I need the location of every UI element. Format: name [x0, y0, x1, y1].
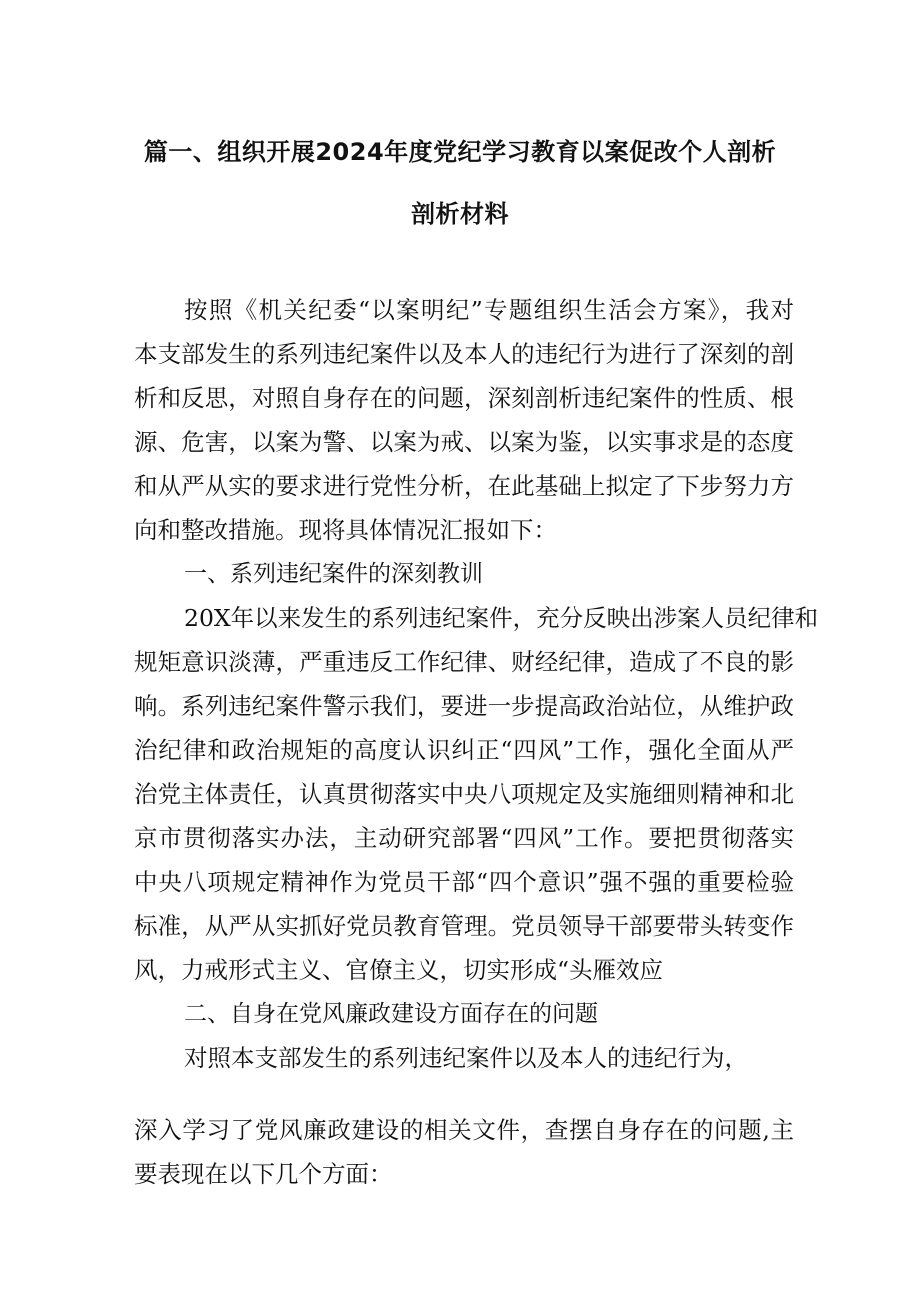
- paragraph-line: 和从严从实的要求进行党性分析，在此基础上拟定了下步努力方: [134, 472, 794, 500]
- paragraph-line: 本支部发生的系列违纪案件以及本人的违纪行为进行了深刻的剖: [134, 340, 794, 368]
- paragraph-line: 标准，从严从实抓好党员教育管理。党员领导干部要带头转变作: [134, 912, 794, 940]
- paragraph-line: 源、危害，以案为警、以案为戒、以案为鉴，以实事求是的态度: [134, 428, 794, 456]
- paragraph-line: 深入学习了党风廉政建设的相关文件，查摆自身存在的问题,主: [134, 1116, 794, 1144]
- paragraph-line: 风，力戒形式主义、官僚主义，切实形成“头雁效应: [134, 956, 664, 984]
- section-heading-1: 一、系列违纪案件的深刻教训: [184, 561, 483, 587]
- section-heading-2: 二、自身在党风廉政建设方面存在的问题: [184, 1001, 598, 1027]
- paragraph-line: 要表现在以下几个方面：: [134, 1160, 393, 1188]
- paragraph-line: 中央八项规定精神作为党员干部“四个意识”强不强的重要检验: [134, 868, 794, 896]
- paragraph-line: 20X年以来发生的系列违纪案件，充分反映出涉案人员纪律和: [184, 604, 819, 632]
- paragraph-line: 京市贯彻落实办法，主动研究部署“四风”工作。要把贯彻落实: [134, 824, 794, 852]
- paragraph-line: 对照本支部发生的系列违纪案件以及本人的违纪行为，: [184, 1044, 748, 1072]
- paragraph-line: 治纪律和政治规矩的高度认识纠正“四风”工作，强化全面从严: [134, 736, 794, 764]
- paragraph-line: 治党主体责任，认真贯彻落实中央八项规定及实施细则精神和北: [134, 780, 794, 808]
- paragraph-line: 析和反思，对照自身存在的问题，深刻剖析违纪案件的性质、根: [134, 384, 794, 412]
- paragraph-line: 向和整改措施。现将具体情况汇报如下：: [134, 516, 557, 544]
- paragraph-line: 按照《机关纪委“以案明纪”专题组织生活会方案》，我对: [184, 296, 794, 324]
- document-title-continued: 剖析材料: [411, 200, 509, 228]
- document-title: 篇一、组织开展2024年度党纪学习教育以案促改个人剖析: [143, 138, 777, 166]
- paragraph-line: 响。系列违纪案件警示我们，要进一步提高政治站位，从维护政: [134, 692, 794, 720]
- paragraph-line: 规矩意识淡薄，严重违反工作纪律、财经纪律，造成了不良的影: [134, 648, 794, 676]
